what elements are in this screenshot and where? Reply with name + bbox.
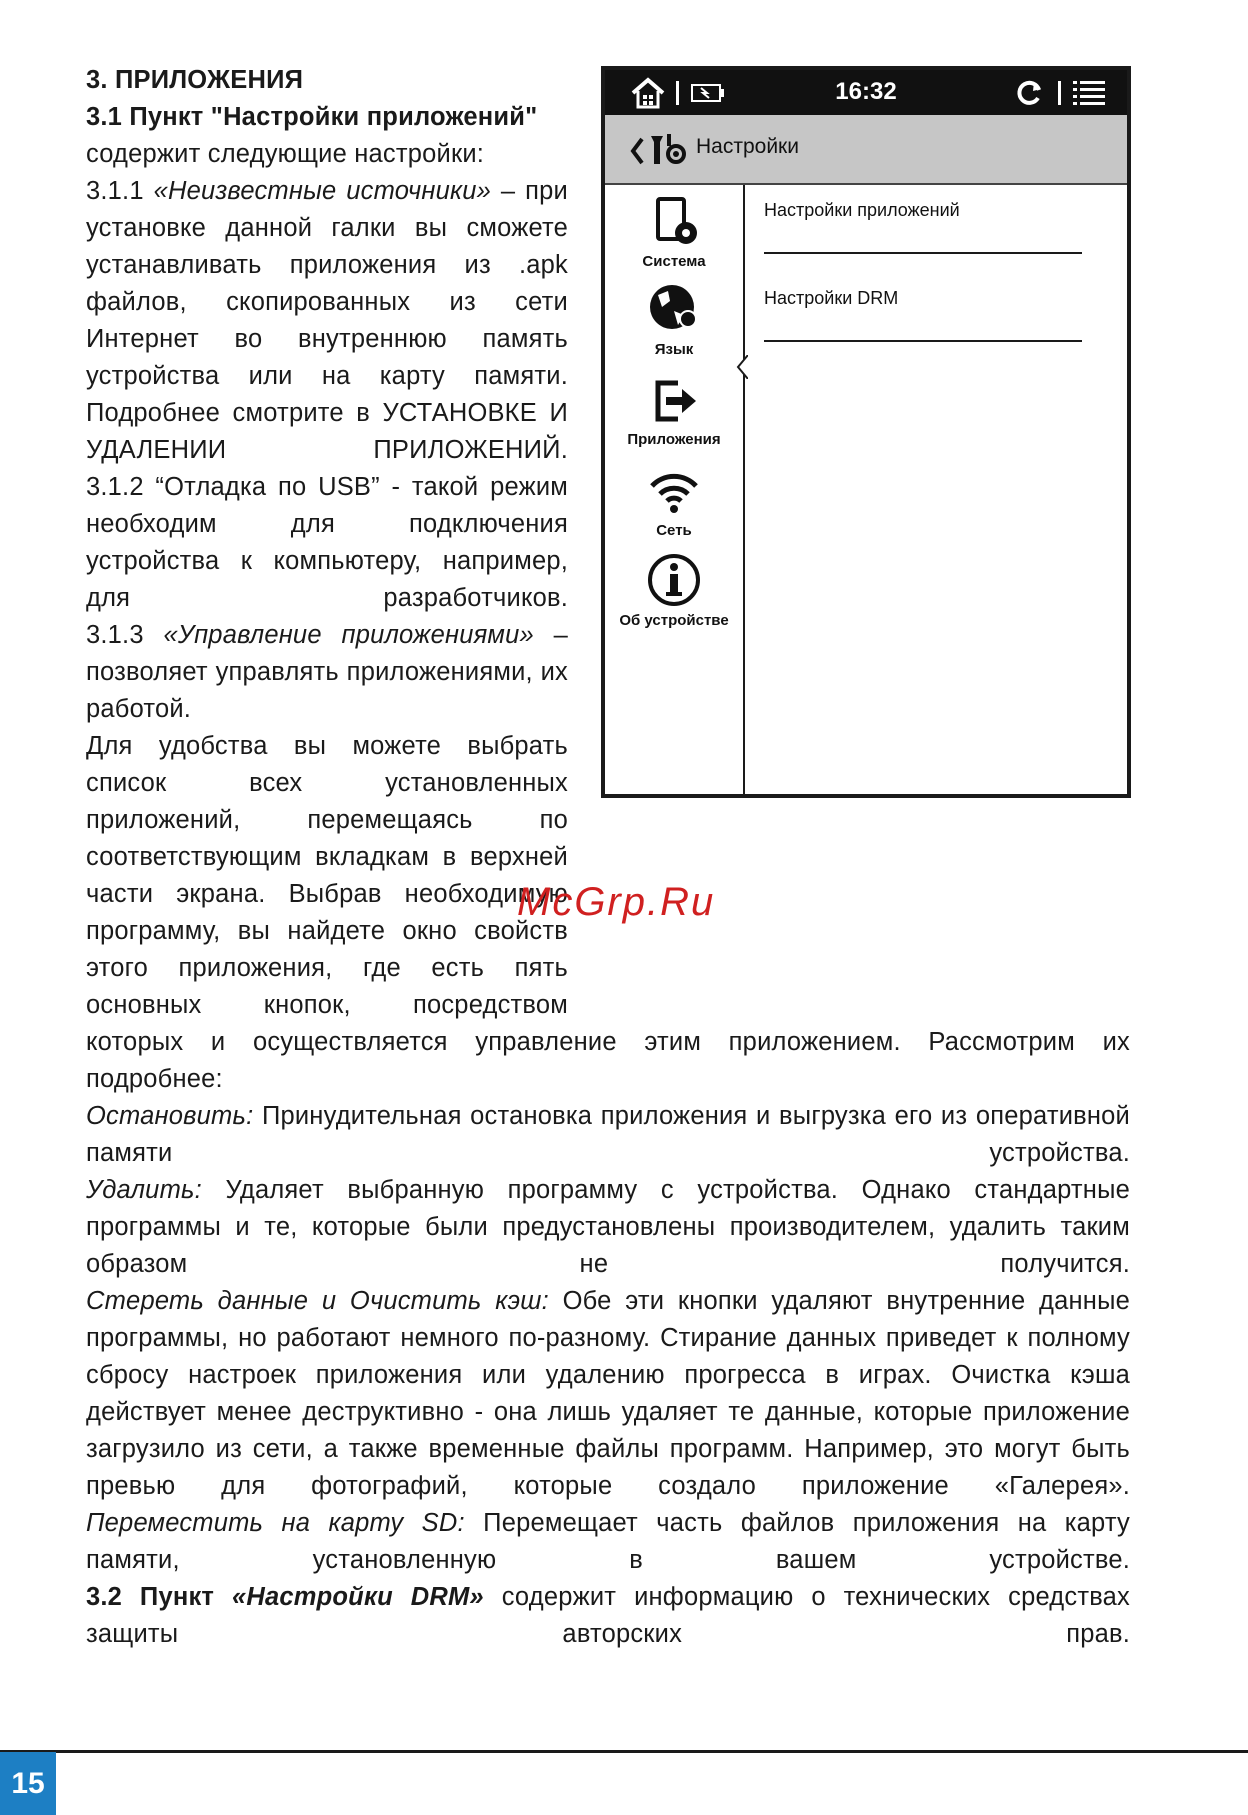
info-icon bbox=[644, 552, 704, 608]
sidebar-item-network[interactable]: Сеть bbox=[605, 468, 743, 539]
item-3-1-2: 3.1.2 “Отладка по USB” - такой режим необходим для подключения устройства к компьютеру, например, для разработчиков. bbox=[86, 473, 568, 612]
subsection-1-title: 3.1 Пункт "Настройки приложений" bbox=[86, 103, 538, 131]
convenience-continuation: которых и осуществляется управление этим приложением. Рассмотрим их подробнее: bbox=[86, 1028, 1130, 1093]
subsection-2: 3.2 Пункт «Настройки DRM» содержит информацию о технических средствах защиты авторских прав. bbox=[86, 1583, 1130, 1648]
refresh-icon[interactable] bbox=[1014, 78, 1044, 108]
device-screenshot bbox=[601, 66, 1131, 798]
button-desc-move: Переместить на карту SD: Перемещает часть файлов приложения на карту памяти, установленную в вашем устройстве. bbox=[86, 1509, 1130, 1574]
button-desc-delete: Удалить: Удаляет выбранную программу с устройства. Однако стандартные программы и те, которые были предустановлены производителем, удалить таким образом не получится. bbox=[86, 1176, 1130, 1278]
subsection-1-intro: содержит следующие настройки: bbox=[86, 140, 485, 168]
menu-item-app-settings[interactable]: Настройки приложений bbox=[764, 200, 1082, 221]
wifi-icon bbox=[644, 468, 704, 518]
menu-item-drm-settings[interactable]: Настройки DRM bbox=[764, 288, 1082, 309]
title-bar bbox=[605, 115, 1127, 185]
status-bar bbox=[605, 70, 1127, 115]
sidebar-item-apps[interactable]: Приложения bbox=[605, 375, 743, 448]
item-3-1-1: 3.1.1 «Неизвестные источники» – при установке данной галки вы сможете устанавливать приложения из .apk файлов, скопированных из сети Интернет во внутреннюю память устройства или на карту памяти. Подробнее смотрите в УСТАНОВКЕ И УДАЛЕНИИ ПРИЛОЖЕНИЙ. bbox=[86, 177, 569, 464]
separator-icon bbox=[1058, 81, 1062, 105]
settings-tools-icon bbox=[649, 132, 687, 168]
menu-list-icon[interactable] bbox=[1073, 80, 1105, 106]
settings-sidebar bbox=[605, 185, 745, 794]
system-settings-icon bbox=[644, 197, 704, 249]
sidebar-item-language[interactable]: Язык bbox=[605, 281, 743, 358]
button-desc-clear: Стереть данные и Очистить кэш: Обе эти кнопки удаляют внутренние данные программы, но работают немного по-разному. Стирание данных приведет к полному сбросу настроек приложения или удалению прогресса в играх. Очистка кэша действует менее деструктивно - она лишь удаляет те данные, которые приложение загрузило из сети, а также временные файлы программ. Например, это могут быть превью для фотографий, которые создало приложение «Галерея». bbox=[86, 1287, 1130, 1500]
page-number: 15 bbox=[0, 1752, 56, 1815]
selection-pointer bbox=[736, 355, 748, 379]
watermark: McGrp.Ru bbox=[517, 880, 716, 924]
section-heading: 3. ПРИЛОЖЕНИЯ bbox=[86, 66, 304, 94]
item-3-1-3: 3.1.3 «Управление приложениями» – позволяет управлять приложениями, их работой. bbox=[86, 621, 569, 723]
apps-exit-icon bbox=[644, 375, 704, 427]
convenience-paragraph: Для удобства вы можете выбрать список всех установленных приложений, перемещаясь по соответствующим вкладкам в верхней части экрана. Выбрав необходимую программу, вы найдете окно свойств этого приложения, где есть пять основных кнопок, посредством bbox=[86, 732, 568, 1019]
page-bottom-rule bbox=[0, 1750, 1248, 1753]
status-time: 16:32 bbox=[835, 78, 897, 105]
back-icon[interactable] bbox=[630, 137, 644, 165]
language-globe-icon bbox=[644, 281, 704, 337]
sidebar-item-about[interactable]: Об устройстве bbox=[605, 552, 743, 629]
sidebar-item-system[interactable]: Система bbox=[605, 197, 743, 270]
button-desc-stop: Остановить: Принудительная остановка приложения и выгрузка его из оперативной памяти устройства. bbox=[86, 1102, 1130, 1167]
title-label: Настройки bbox=[696, 135, 799, 158]
